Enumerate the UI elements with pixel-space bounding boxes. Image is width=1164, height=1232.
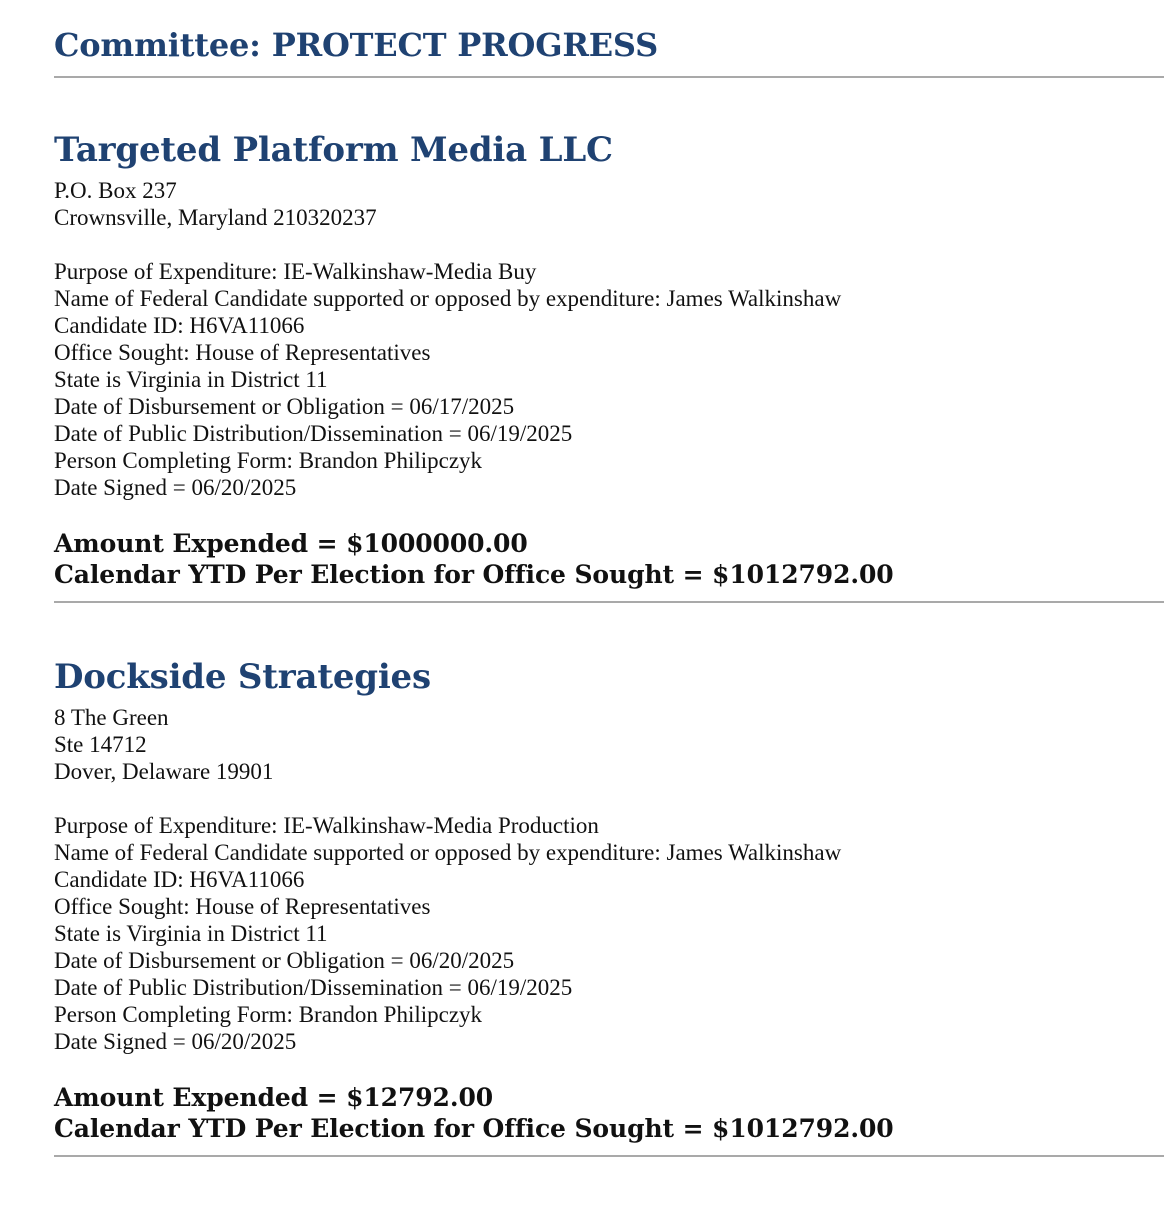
candidate-name-line: Name of Federal Candidate supported or opposed by expenditure: James Walkinshaw xyxy=(54,286,842,311)
calendar-ytd-total: Calendar YTD Per Election for Office Sought = $1012792.00 xyxy=(54,1114,894,1143)
expenditure-entry xyxy=(54,603,1164,1157)
distribution-date-line: Date of Public Distribution/Dissemination = 06/19/2025 xyxy=(54,421,573,446)
candidate-name-line: Name of Federal Candidate supported or opposed by expenditure: James Walkinshaw xyxy=(54,840,842,865)
address-line: P.O. Box 237 xyxy=(54,178,177,203)
candidate-id-line: Candidate ID: H6VA11066 xyxy=(54,867,305,892)
disbursement-date-line: Date of Disbursement or Obligation = 06/17/2025 xyxy=(54,394,515,419)
payee-name: Dockside Strategies xyxy=(54,657,431,697)
entry-divider xyxy=(54,1155,1164,1157)
calendar-ytd-total: Calendar YTD Per Election for Office Sought = $1012792.00 xyxy=(54,560,894,589)
amounts-block xyxy=(54,1082,1164,1144)
state-district-line: State is Virginia in District 11 xyxy=(54,921,328,946)
amount-expended: Amount Expended = $12792.00 xyxy=(54,1083,494,1112)
state-district-line: State is Virginia in District 11 xyxy=(54,367,328,392)
date-signed-line: Date Signed = 06/20/2025 xyxy=(54,475,297,500)
date-signed-line: Date Signed = 06/20/2025 xyxy=(54,1029,297,1054)
address-line: 8 The Green xyxy=(54,705,169,730)
distribution-date-line: Date of Public Distribution/Dissemination = 06/19/2025 xyxy=(54,975,573,1000)
purpose-line: Purpose of Expenditure: IE-Walkinshaw-Media Production xyxy=(54,813,599,838)
person-completing-line: Person Completing Form: Brandon Philipczyk xyxy=(54,1002,483,1027)
payee-name: Targeted Platform Media LLC xyxy=(54,130,613,170)
committee-title: Committee: PROTECT PROGRESS xyxy=(54,26,659,64)
amount-expended: Amount Expended = $1000000.00 xyxy=(54,529,528,558)
address-line: Ste 14712 xyxy=(54,732,147,757)
candidate-id-line: Candidate ID: H6VA11066 xyxy=(54,313,305,338)
expenditure-report xyxy=(54,0,1164,1157)
payee-address xyxy=(54,177,1164,501)
office-sought-line: Office Sought: House of Representatives xyxy=(54,340,431,365)
purpose-line: Purpose of Expenditure: IE-Walkinshaw-Media Buy xyxy=(54,259,537,284)
office-sought-line: Office Sought: House of Representatives xyxy=(54,894,431,919)
payee-address xyxy=(54,704,1164,1055)
address-line: Dover, Delaware 19901 xyxy=(54,759,274,784)
disbursement-date-line: Date of Disbursement or Obligation = 06/20/2025 xyxy=(54,948,515,973)
person-completing-line: Person Completing Form: Brandon Philipczyk xyxy=(54,448,483,473)
address-line: Crownsville, Maryland 210320237 xyxy=(54,205,377,230)
expenditure-entry xyxy=(54,78,1164,603)
amounts-block xyxy=(54,528,1164,590)
